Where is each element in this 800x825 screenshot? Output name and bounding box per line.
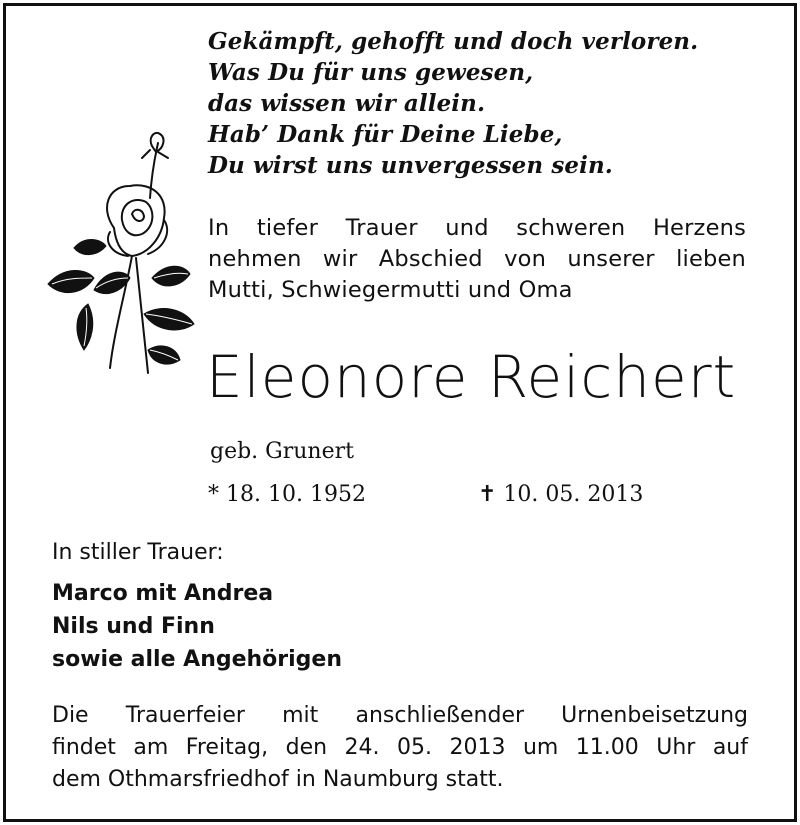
intro-line: In tiefer Trauer und schweren Herzens xyxy=(208,215,746,241)
poem-line: das wissen wir allein. xyxy=(208,90,486,117)
intro-line: Mutti, Schwiegermutti und Oma xyxy=(208,277,573,303)
intro-line: nehmen wir Abschied von unserer lieben xyxy=(208,246,746,272)
mourning-heading: In stiller Trauer: xyxy=(52,540,224,565)
mourner-name: Marco mit Andrea xyxy=(52,581,274,606)
deceased-name: Eleonore Reichert xyxy=(206,343,737,411)
intro-text xyxy=(208,213,746,306)
rose-icon xyxy=(44,128,204,403)
ceremony-details xyxy=(52,700,748,796)
maiden-name: geb. Grunert xyxy=(210,439,354,464)
death-date: ✝ 10. 05. 2013 xyxy=(478,482,644,507)
memorial-poem xyxy=(208,26,768,181)
poem-line: Gekämpft, gehofft und doch verloren. xyxy=(208,28,699,55)
poem-line: Was Du für uns gewesen, xyxy=(208,59,534,86)
ceremony-line: findet am Freitag, den 24. 05. 2013 um 11.00 Uhr auf xyxy=(52,735,748,760)
ceremony-line: Die Trauerfeier mit anschließender Urnenbeisetzung xyxy=(52,703,748,728)
ceremony-line: dem Othmarsfriedhof in Naumburg statt. xyxy=(52,767,504,792)
mourner-name: sowie alle Angehörigen xyxy=(52,647,343,672)
mourner-list xyxy=(52,577,342,676)
birth-date: * 18. 10. 1952 xyxy=(208,482,366,507)
poem-line: Du wirst uns unvergessen sein. xyxy=(208,152,613,179)
poem-line: Hab’ Dank für Deine Liebe, xyxy=(208,121,563,148)
mourner-name: Nils und Finn xyxy=(52,614,215,639)
